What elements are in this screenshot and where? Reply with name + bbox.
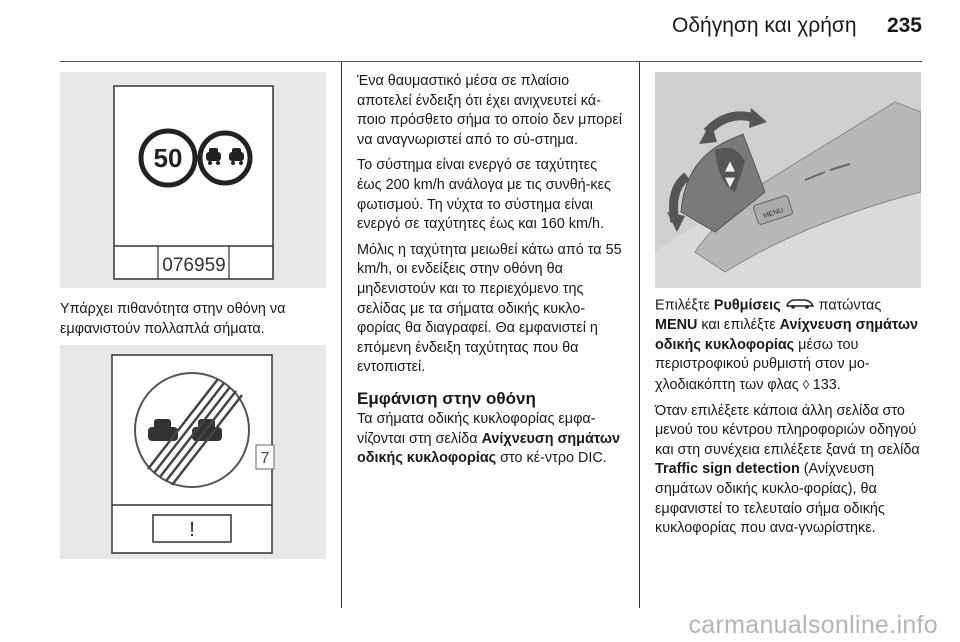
side-digit: 7 xyxy=(260,450,270,467)
paragraph-reselect xyxy=(655,402,935,539)
paragraph-display xyxy=(357,410,625,469)
page-number: 235 xyxy=(886,14,922,37)
paragraph-speed-range: Το σύστημα είναι ενεργό σε ταχύτητες έως 200 km/h ανάλογα με τις συνθή-κες φωτισμού. Τη νύχτα το σύστημα είναι ενεργό σε ταχύτητες έως και 160 km/h. xyxy=(357,157,611,233)
traffic-sign-page-label: Ανίχνευση σημάτων οδικής κυκλοφορίας xyxy=(655,317,919,353)
cross-reference-icon: ◊ xyxy=(802,376,813,392)
reselect-text-a: Όταν επιλέξετε κάποια άλλη σελίδα στο μενού του κέντρου πληροφοριών οδηγού και στη συνέχεια επιλέξετε ξανά τη σελίδα xyxy=(655,402,920,458)
traffic-sign-figure-2 xyxy=(60,345,326,559)
select-text-g: μέσω του περιστροφικού ρυθμιστή στον μο-χλοδιακόπτη των φλας xyxy=(655,336,870,393)
reselect-text-c: (Ανίχνευση σημάτων οδικής κυκλο-φορίας), θα εμφανιστεί το τελευταίο σήμα οδικής κυκλοφορίας που ανα-γνωρίστηκε. xyxy=(655,461,885,537)
speed-limit-value: 50 xyxy=(153,143,183,173)
exclamation-mark: ! xyxy=(189,519,195,541)
traffic-sign-figure-1 xyxy=(60,72,326,288)
display-page-name: Ανίχνευση σημάτων οδικής κυκλοφορίας xyxy=(357,430,621,467)
car-settings-icon xyxy=(785,296,815,316)
header-rule xyxy=(60,61,922,62)
rotary-up-arrow: ▲ xyxy=(725,159,735,174)
column-2-text xyxy=(357,72,625,475)
select-text-h: . xyxy=(836,376,841,393)
display-text-start: Τα σήματα οδικής κυκλοφορίας εμφα-νίζονται στη σελίδα xyxy=(357,410,596,447)
traffic-sign-detection-label: Traffic sign detection xyxy=(655,461,800,478)
paragraph-reset: Μόλις η ταχύτητα μειωθεί κάτω από τα 55 km/h, οι ενδείξεις στην οθόνη θα μηδενιστούν και το περιεχόμενο της σελίδας με τα σήματα οδικής κυκλο-φορίας θα διαγραφεί. Θα εμφανιστεί η επόμενη ένδειξη ταχύτητας που θα εντοπιστεί. xyxy=(357,241,622,376)
select-text-c: πατώντας xyxy=(814,297,882,314)
header-title: Οδήγηση και χρήση xyxy=(672,14,857,37)
display-text-end: στο κέ-ντρο DIC. xyxy=(496,450,607,467)
turn-signal-lever-figure xyxy=(655,72,921,288)
cross-reference-page: 133 xyxy=(812,376,837,393)
rotary-down-arrow: ▼ xyxy=(725,175,735,190)
section-heading-display: Εμφάνιση στην οθόνη xyxy=(357,388,536,408)
watermark: carmanualsonline.info xyxy=(688,611,938,639)
select-text-a: Επιλέξτε xyxy=(655,297,714,314)
column-3-text xyxy=(655,296,935,545)
column-divider-2 xyxy=(639,62,640,608)
column-divider-1 xyxy=(341,62,342,608)
sign-number: 076959 xyxy=(162,255,226,276)
settings-label: Ρυθμίσεις xyxy=(713,297,781,314)
menu-label: MENU xyxy=(655,317,698,334)
caption-multiple-signs: Υπάρχει πιθανότητα στην οθόνη να εμφανιστούν πολλαπλά σήματα. xyxy=(60,301,286,337)
select-text-e: και επιλέξτε xyxy=(697,317,780,334)
paragraph-select-settings xyxy=(655,296,935,396)
menu-button-label: MENU xyxy=(762,207,785,221)
paragraph-exclamation: Ένα θαυμαστικό μέσα σε πλαίσιο αποτελεί ένδειξη ότι έχει ανιχνευτεί κά-ποιο πρόσθετο σήμα το οποίο δεν μπορεί να αναγνωριστεί από το σύ-στημα. xyxy=(357,73,622,148)
